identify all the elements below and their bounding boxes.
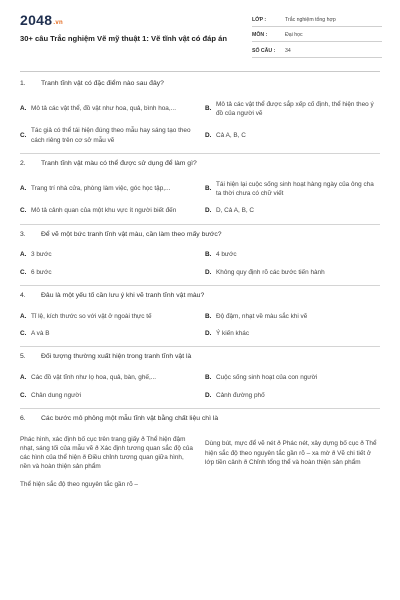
- option-text: Tác giả có thể tái hiện đúng theo mẫu hay sáng tạo theo cách riêng trên cơ sở mẫu vẽ: [31, 127, 191, 144]
- option-text: Mô tả các vật thể, đồ vật như hoa, quả, bình hoa,...: [31, 105, 176, 113]
- option-text: 4 bước: [216, 251, 237, 259]
- option-text: Các đồ vật tĩnh như lọ hoa, quả, bàn, ghế,...: [31, 374, 157, 382]
- question-divider: [20, 346, 380, 347]
- info-label: SỐ CÂU :: [252, 47, 276, 54]
- question-item: [20, 292, 380, 347]
- question-text: Đâu là một yếu tố cần lưu ý khi vẽ tranh tĩnh vật màu?: [41, 292, 205, 300]
- answer-options: [20, 424, 380, 489]
- option-key: A.: [20, 312, 27, 320]
- answer-option[interactable]: [20, 250, 195, 259]
- question-item: [20, 231, 380, 286]
- answer-option[interactable]: [20, 391, 195, 400]
- document-header: [0, 0, 400, 70]
- answer-options: [20, 89, 380, 145]
- option-text: Cả A, B, C: [216, 132, 246, 140]
- answer-option[interactable]: [205, 180, 380, 199]
- answer-options: [20, 169, 380, 216]
- option-text: 3 bước: [31, 251, 52, 259]
- option-key: A.: [20, 374, 27, 382]
- option-text: D, Cả A, B, C: [216, 207, 255, 215]
- answer-options: [20, 362, 380, 400]
- option-text: Cảnh đường phố: [216, 391, 265, 399]
- header-divider: [20, 71, 380, 72]
- question-item: [20, 415, 380, 489]
- option-text: Không quy định rõ các bước tiến hành: [216, 268, 325, 276]
- answer-options: [20, 239, 380, 277]
- option-text: Độ đậm, nhạt về màu sắc khi vẽ: [216, 312, 308, 320]
- answer-option[interactable]: [20, 268, 195, 277]
- info-value: Đại học: [285, 32, 303, 39]
- option-text: Mô tả các vật thể được sắp xếp cố định, thể hiện theo ý đồ của người vẽ: [216, 100, 374, 118]
- option-text: Cuộc sống sinh hoạt của con người: [216, 374, 318, 382]
- site-logo[interactable]: [20, 12, 63, 28]
- question-number: 5.: [20, 353, 26, 361]
- info-row-subject: [252, 30, 382, 43]
- answer-option[interactable]: [205, 126, 380, 145]
- info-row-question-count: [252, 45, 382, 58]
- option-text: Phác hình, xác định bố cục trên trang giấy ð Thể hiện đậm nhạt, sáng tối của mẫu vẽ ð Xác định tương quan sắc độ của các hình của thể hiện ð Điều chỉnh tương quan giữa hình, nền và hoàn thiện sản phẩm: [20, 435, 193, 471]
- answer-option[interactable]: [20, 206, 195, 215]
- option-key: A.: [20, 105, 27, 113]
- option-text: Trang trí nhà cửa, phòng làm việc, góc học tập,...: [31, 185, 171, 193]
- question-number: 1.: [20, 80, 26, 87]
- option-text: Tỉ lệ, kích thước so với vật ở ngoài thực tế: [31, 312, 152, 320]
- question-text: Đối tượng thường xuất hiện trong tranh tĩnh vật là: [41, 353, 192, 361]
- answer-option[interactable]: [20, 312, 195, 321]
- question-divider: [20, 285, 380, 286]
- answer-option[interactable]: [205, 312, 380, 321]
- option-key: B.: [205, 374, 212, 382]
- logo-suffix: .vn: [53, 20, 63, 26]
- answer-option[interactable]: [205, 329, 380, 338]
- answer-option[interactable]: [205, 250, 380, 259]
- option-key: D.: [205, 330, 212, 338]
- question-number: 3.: [20, 230, 26, 238]
- question-item: [20, 80, 380, 154]
- option-key: D.: [205, 391, 212, 399]
- answer-option[interactable]: [20, 373, 195, 382]
- question-text: Tranh tĩnh vật màu có thể được sử dụng để làm gì?: [41, 159, 197, 167]
- document-info-panel: [252, 14, 382, 61]
- answer-option[interactable]: [205, 435, 380, 472]
- option-text: Mô tả cảnh quan của một khu vực ít người biết đến: [31, 207, 177, 215]
- question-divider: [20, 224, 380, 225]
- option-text: Dùng bút, mực để vẽ nét ð Phác nét, xây dựng bố cục ð Thể hiện sắc độ theo nguyên tắc gần rõ – xa mờ ð Vẽ chi tiết ở lớp tiền cảnh ð Chỉnh tổng thể và hoàn thiện sản phẩm: [205, 440, 377, 466]
- info-row-class: [252, 14, 382, 27]
- info-value: Trắc nghiệm tổng hợp: [285, 16, 336, 23]
- answer-option[interactable]: [205, 206, 380, 215]
- option-text: Thể hiện sắc độ theo nguyên tắc gần rõ –: [20, 480, 138, 488]
- option-key: B.: [205, 251, 212, 259]
- question-text: Tranh tĩnh vật có đặc điểm nào sau đây?: [41, 80, 164, 87]
- option-key: B.: [205, 312, 212, 320]
- option-text: Tái hiện lại cuộc sống sinh hoạt hàng ngày của ông cha ta thời chưa có chữ viết: [216, 180, 374, 198]
- info-value: 34: [285, 47, 291, 54]
- answer-option[interactable]: [20, 329, 195, 338]
- answer-option[interactable]: [20, 180, 195, 199]
- option-text: Ý kiến khác: [216, 330, 250, 338]
- option-key: D.: [205, 132, 212, 140]
- question-divider: [20, 153, 380, 154]
- answer-option[interactable]: [20, 435, 195, 472]
- option-key: C.: [20, 132, 27, 140]
- option-key: C.: [20, 268, 27, 276]
- question-item: [20, 353, 380, 408]
- question-number: 4.: [20, 292, 26, 300]
- question-number: 2.: [20, 159, 26, 167]
- answer-option[interactable]: [205, 268, 380, 277]
- option-key: D.: [205, 268, 212, 276]
- option-key: A.: [20, 251, 27, 259]
- answer-option[interactable]: [205, 391, 380, 400]
- option-text: Chân dung người: [31, 391, 82, 399]
- answer-option[interactable]: [20, 100, 195, 119]
- option-text: 6 bước: [31, 268, 52, 276]
- option-key: D.: [205, 207, 212, 215]
- option-key: C.: [20, 391, 27, 399]
- question-divider: [20, 408, 380, 409]
- option-key: B.: [205, 185, 212, 193]
- question-item: [20, 160, 380, 225]
- option-text: A và B: [31, 330, 50, 338]
- answer-option[interactable]: [20, 480, 195, 489]
- question-list: [20, 80, 380, 495]
- option-key: C.: [20, 207, 27, 215]
- option-key: C.: [20, 330, 27, 338]
- question-text: Để vẽ một bức tranh tĩnh vật màu, cần làm theo mấy bước?: [41, 230, 222, 238]
- info-label: LỚP :: [252, 16, 267, 23]
- answer-option[interactable]: [20, 126, 195, 145]
- info-label: MÔN :: [252, 32, 268, 39]
- question-number: 6.: [20, 414, 26, 422]
- answer-option[interactable]: [205, 100, 380, 119]
- document-title: 30+ câu Trắc nghiệm Vẽ mỹ thuật 1: Vẽ tĩnh vật có đáp án: [20, 34, 227, 43]
- option-key: A.: [20, 185, 27, 193]
- answer-options: [20, 301, 380, 339]
- option-key: B.: [205, 105, 212, 113]
- answer-option[interactable]: [205, 373, 380, 382]
- logo-text: 2048: [20, 12, 53, 28]
- question-text: Các bước mô phỏng một mẫu tĩnh vật bằng chất liệu chì là: [41, 414, 219, 422]
